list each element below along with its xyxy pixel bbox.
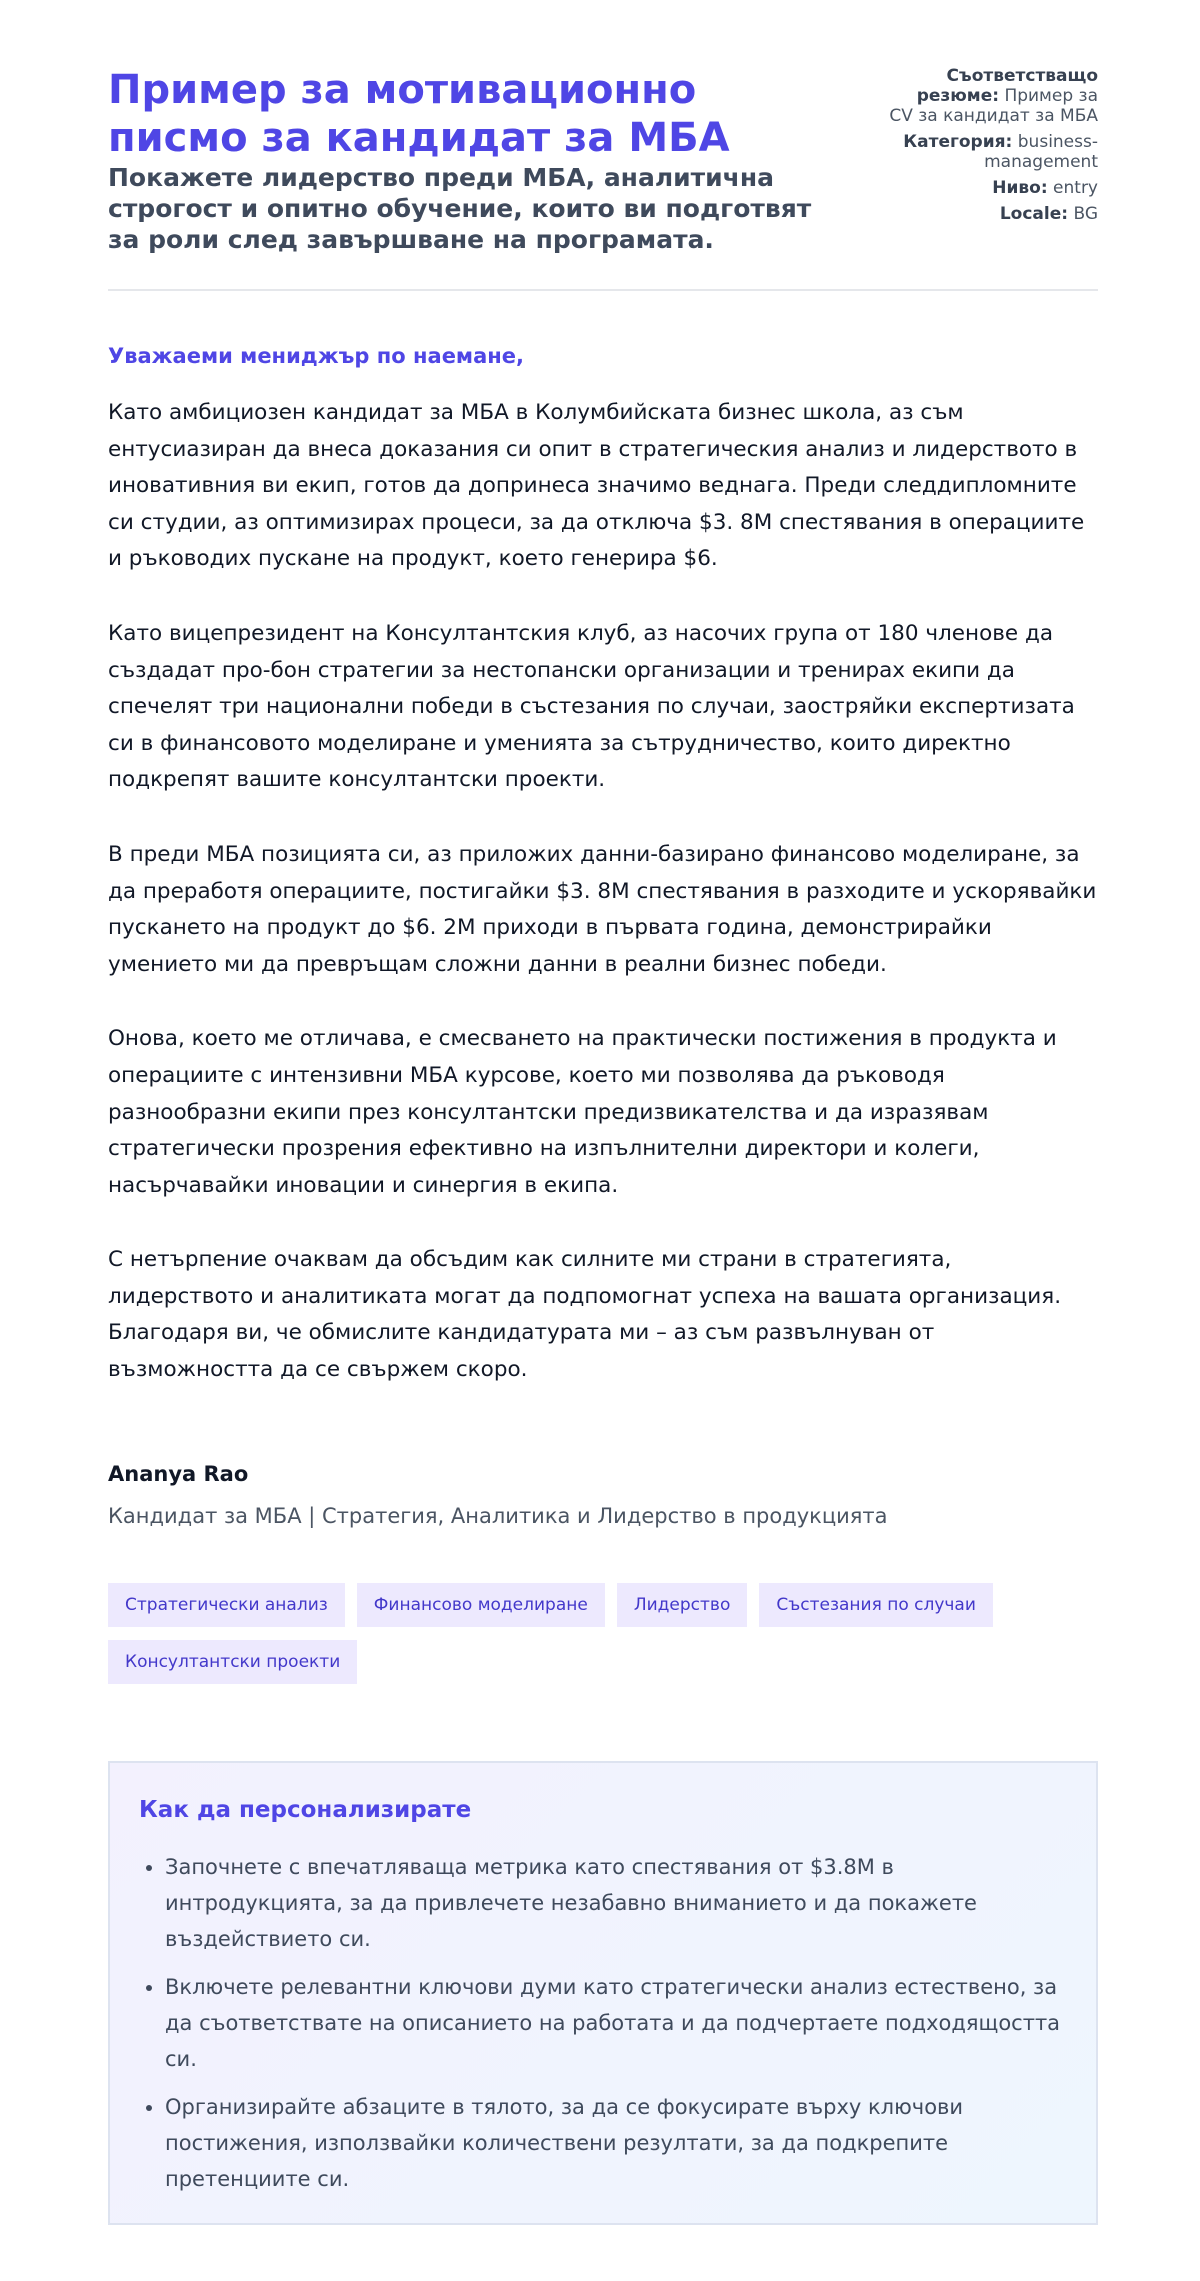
letter-greeting: Уважаеми мениджър по наемане,: [108, 344, 525, 368]
tag: Стратегически анализ: [108, 1583, 345, 1627]
tip-item: • Включете релевантни ключови думи като стратегически анализ естествено, за да съответствате на описанието на работата и да подчертаете подходящостта си.: [165, 1969, 1066, 2077]
tips-title: Как да персонализирате: [139, 1796, 472, 1823]
meta-value: BG: [1073, 204, 1098, 224]
meta-label: Категория:: [903, 132, 1013, 152]
skill-tags: [108, 1583, 1098, 1684]
tip-item: • Започнете с впечатляваща метрика като спестявания от $3.8M в интродукцията, за да привлечете незабавно вниманието и да покажете въздействието си.: [165, 1849, 1066, 1957]
tag: Състезания по случаи: [759, 1583, 993, 1627]
signature-name: Ananya Rao: [108, 1461, 249, 1486]
letter-paragraph: В преди МБА позицията си, аз приложих данни-базирано финансово моделиране, за да преработя операциите, постигайки $3. 8M спестявания в разходите и ускорявайки пускането на продукт до $6. 2M приходи в първата година, демонстрирайки умението ми да превръщам сложни данни в реални бизнес победи.: [108, 841, 1097, 977]
meta-value: business-management: [984, 132, 1098, 172]
meta-category: [888, 132, 1098, 172]
page-subtitle: Покажете лидерство преди МБА, аналитична строгост и опитно обучение, които ви подготвят за роли след завършване на програмата.: [108, 163, 812, 254]
customize-tips-box: [108, 1761, 1098, 2225]
meta-value: entry: [1053, 178, 1098, 198]
meta-resume: [888, 66, 1098, 126]
page-header: [108, 0, 1098, 291]
meta-level: [888, 178, 1098, 198]
letter-paragraph: Като амбициозен кандидат за МБА в Колумбийската бизнес школа, аз съм ентусиазиран да внеса доказания си опит в стратегическия анализ и лидерството в иновативния ви екип, готов да допринеса значимо веднага. Преди следдипломните си студии, аз оптимизирах процеси, за да отключа $3. 8M спестявания в операциите и ръководих пускане на продукт, което генерира $6.: [108, 400, 1085, 572]
letter-paragraph: Онова, което ме отличава, е смесването на практически постижения в продукта и операциите с интензивни МБА курсове, което ми позволява да ръководя разнообразни екипи през консултантски предизвикателства и да изразявам стратегически прозрения ефективно на изпълнителни директори и колеги, насърчавайки иновации и синергия в екипа.: [108, 1026, 1057, 1198]
meta-label: Съответстващо резюме:: [916, 66, 1098, 106]
letter-paragraph: С нетърпение очаквам да обсъдим как силните ми страни в стратегията, лидерството и аналитиката могат да подпомогнат успеха на вашата организация. Благодаря ви, че обмислите кандидатурата ми – аз съм развълнуван от възможността да се свържем скоро.: [108, 1247, 1062, 1383]
page-content: [108, 0, 1098, 2225]
signature-role: Кандидат за МБА | Стратегия, Аналитика и Лидерство в продукцията: [108, 1503, 888, 1528]
tag: Консултантски проекти: [108, 1640, 357, 1684]
tag: Финансово моделиране: [357, 1583, 605, 1627]
meta-label: Locale:: [999, 204, 1069, 224]
letter-paragraph: Като вицепрезидент на Консултантския клуб, аз насочих група от 180 членове да създадат про-бон стратегии за нестопански организации и тренирах екипи да спечелят три национални победи в състезания по случаи, заостряйки експертизата си в финансовото моделиране и уменията за сътрудничество, които директно подкрепят вашите консултантски проекти.: [108, 620, 1075, 793]
meta-value: Пример за CV за кандидат за МБА: [889, 86, 1098, 126]
meta-panel: [888, 66, 1098, 255]
tip-item: • Организирайте абзаците в тялото, за да се фокусирате върху ключови постижения, използвайки количествени резултати, за да подкрепите претенциите си.: [165, 2089, 1066, 2197]
meta-label: Ниво:: [992, 178, 1048, 198]
header-left: [108, 66, 848, 255]
tag: Лидерство: [617, 1583, 748, 1627]
tips-list: [139, 1849, 1066, 2197]
meta-locale: [888, 204, 1098, 224]
page-title: Пример за мотивационно писмо за кандидат за МБА: [108, 67, 730, 161]
